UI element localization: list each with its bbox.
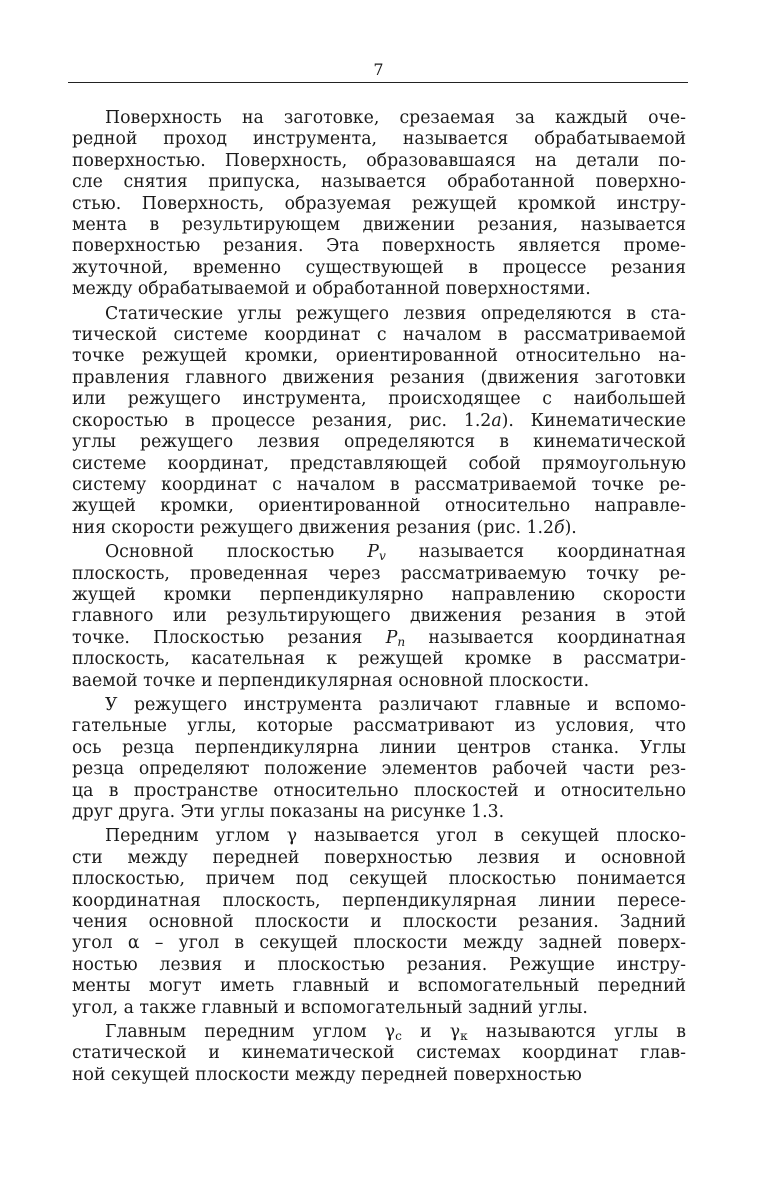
text-line: точке. Плоскостью резания $P_n$ называется координатная [72,627,686,649]
text-line: стью. Поверхность, образуемая режущей кромкой инстру- [72,193,686,214]
text-line: тической системе координат с началом в рассматриваемой [72,325,686,346]
text-line: редной проход инструмента, называется обрабатываемой [72,129,686,150]
text-line: ось резца перпендикулярна линии центров станка. Углы [72,737,686,758]
text-line: плоскостью, причем под секущей плоскостью понимается [72,869,686,890]
text-line: системе координат, представляющей собой прямоугольную [72,453,686,474]
text-line: угол, а также главный и вспомогательный задний углы. [72,997,588,1018]
text-line: ца в пространстве относительно плоскостей и относительно [72,780,686,801]
text-line: или режущего инструмента, происходящее с наибольшей [72,389,686,410]
text-line: гательные углы, которые рассматривают из условия, что [72,716,686,737]
text-line: чения основной плоскости и плоскости резания. Задний [72,912,686,933]
text-line: мента в результирующем движении резания, называется [72,215,686,236]
text-line: резца определяют положение элементов рабочей части рез- [72,759,686,780]
page-number: 7 [373,60,384,79]
paragraph [72,1022,686,1086]
paragraph [72,542,686,692]
text-line: ния скорости режущего движения резания (рис. 1.2б). [72,517,577,538]
text-line: ностью лезвия и плоскостью резания. Режущие инстру- [72,954,686,975]
body-text [72,108,686,1086]
text-line: поверхностью резания. Эта поверхность является проме- [72,236,686,257]
header-rule [68,82,688,83]
paragraph [72,304,686,539]
text-line: сле снятия припуска, называется обработанной поверхно- [72,172,686,193]
text-line: Основной плоскостью $P_v$ называется координатная [105,542,686,564]
text-line: координатная плоскость, перпендикулярная линии пересе- [72,890,686,911]
text-line: правления главного движения резания (движения заготовки [72,367,686,388]
text-line: главного или результирующего движения резания в этой [72,606,686,627]
text-line: ваемой точке и перпендикулярная основной плоскости. [72,670,590,691]
text-line: скоростью в процессе резания, рис. 1.2а). Кинематические [72,410,686,431]
text-line: плоскость, касательная к режущей кромке в рассматри- [72,649,686,670]
text-line: между обрабатываемой и обработанной поверхностями. [72,279,591,300]
text-line: друг друга. Эти углы показаны на рисунке 1.3. [72,802,505,822]
text-line: сти между передней поверхностью лезвия и основной [72,847,686,868]
paragraph [72,108,686,301]
text-line: точке режущей кромки, ориентированной относительно на- [72,346,686,367]
text-line: У режущего инструмента различают главные и вспомо- [105,694,686,715]
text-line: ной секущей плоскости между передней поверхностью [72,1064,582,1085]
text-line: Статические углы режущего лезвия определяются в ста- [105,303,686,324]
paragraph [72,826,686,1019]
text-line: жущей кромки, ориентированной относительно направле- [72,496,686,517]
paragraph [72,695,686,823]
text-line: жуточной, временно существующей в процессе резания [72,257,686,278]
text-line: менты могут иметь главный и вспомогательный передний [72,976,686,997]
text-line: жущей кромки перпендикулярно направлению скорости [72,584,686,605]
text-line: статической и кинематической системах координат глав- [72,1043,686,1064]
text-line: Передним углом γ называется угол в секущей плоско- [105,826,686,847]
text-line: угол α – угол в секущей плоскости между задней поверх- [72,933,686,954]
text-line: плоскость, проведенная через рассматриваемую точку ре- [72,563,686,584]
text-line: Главным передним углом $\gamma_с$ и $\gamma_к$ называются углы в [105,1022,686,1044]
text-line: систему координат с началом в рассматриваемой точке ре- [72,474,686,495]
text-line: Поверхность на заготовке, срезаемая за каждый оче- [105,108,686,128]
text-line: поверхностью. Поверхность, образовавшаяся на детали по- [72,150,686,171]
text-line: углы режущего лезвия определяются в кинематической [72,432,686,453]
